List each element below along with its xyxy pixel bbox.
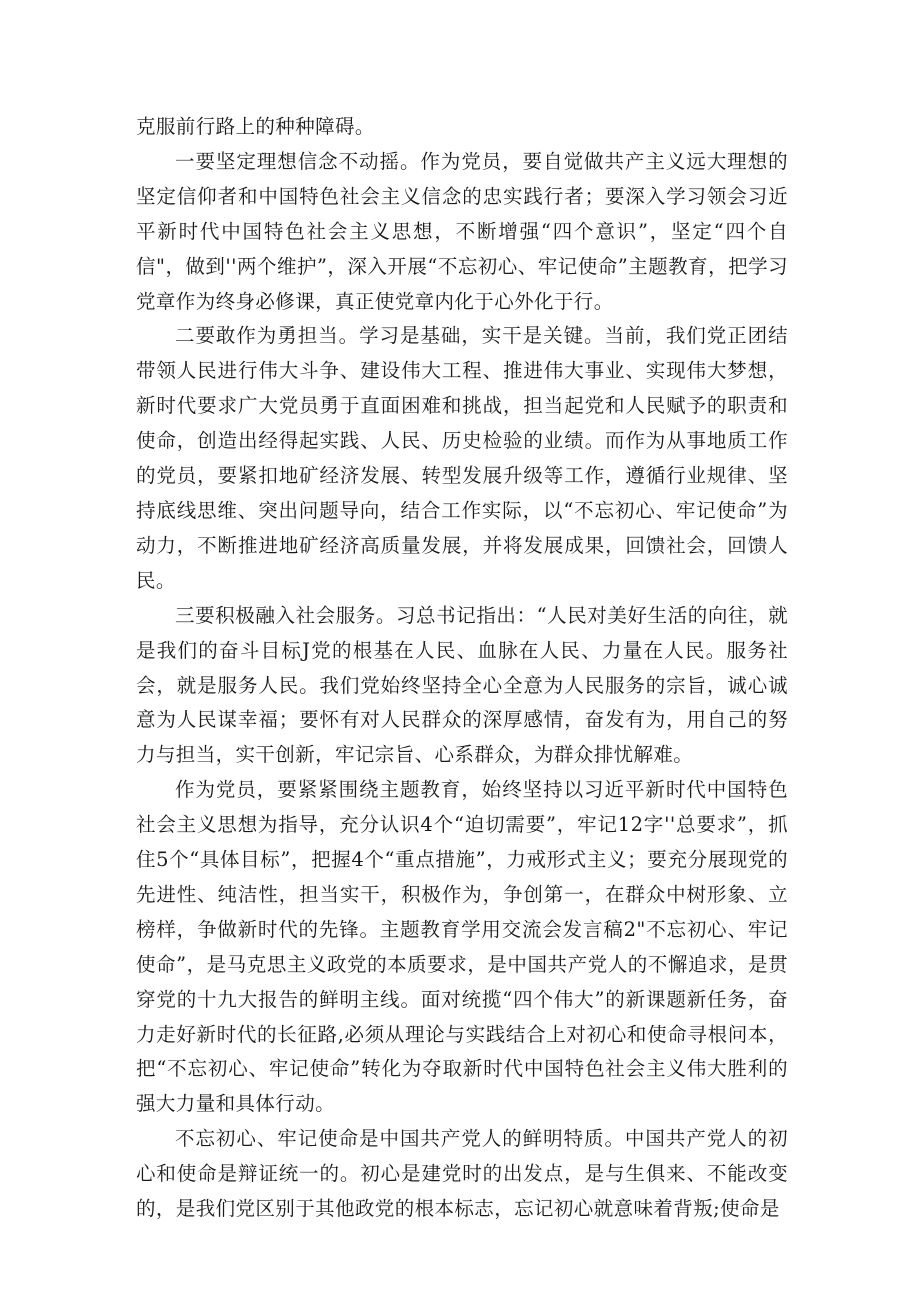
- paragraph-social-service: 三要积极融入社会服务。习总书记指出：“人民对美好生活的向往，就是我们的奋斗目标J党的根基在人民、血脉在人民、力量在人民。服务社会，就是服务人民。我们党始终坚持全心全意为人民服务的宗旨，诚心诚意为人民谋幸福；要怀有对人民群众的深厚感情，奋发有为，用自己的努力与担当，实干创新，牢记宗旨、心系群众，为群众排忧解难。: [136, 603, 788, 767]
- paragraph-ideals: 一要坚定理想信念不动摇。作为党员，要自觉做共产主义远大理想的坚定信仰者和中国特色社会主义信念的忠实践行者；要深入学习领会习近平新时代中国特色社会主义思想，不断增强“四个意识”，坚定“四个自信"，做到''两个维护”，深入开展“不忘初心、牢记使命”主题教育，把学习党章作为终身必修课，真正使党章内化于心外化于行。: [136, 149, 788, 313]
- paragraph-continuation: 克服前行路上的种种障碍。: [136, 115, 375, 138]
- paragraph-responsibility: 二要敢作为勇担当。学习是基础，实干是关键。当前，我们党正团结带领人民进行伟大斗争、建设伟大工程、推进伟大事业、实现伟大梦想，新时代要求广大党员勇于直面困难和挑战，担当起党和人民赋予的职责和使命，创造出经得起实践、人民、历史检验的业绩。而作为从事地质工作的党员，要紧扣地矿经济发展、转型发展升级等工作，遵循行业规律、坚持底线思维、突出问题导向，结合工作实际，以“不忘初心、牢记使命”为动力，不断推进地矿经济高质量发展，并将发展成果，回馈社会，回馈人民。: [136, 324, 788, 592]
- paragraph-party-member: 作为党员，要紧紧围绕主题教育，始终坚持以习近平新时代中国特色社会主义思想为指导，充分认识4个“迫切需要”，牢记12字''总要求”，抓住5个“具体目标”，把握4个“重点措施”，力戒形式主义；要充分展现党的先进性、纯洁性，担当实干，积极作为，争创第一，在群众中树形象、立榜样，争做新时代的先锋。主题教育学用交流会发言稿2"不忘初心、牢记使命”，是马克思主义政党的本质要求，是中国共产党人的不懈追求，是贯穿党的十九大报告的鲜明主线。面对统揽“四个伟大”的新课题新任务，奋力走好新时代的长征路,必须从理论与实践结合上对初心和使命寻根问本，把“不忘初心、牢记使命”转化为夺取新时代中国特色社会主义伟大胜利的强大力量和具体行动。: [136, 778, 788, 1116]
- paragraph-original-mission: 不忘初心、牢记使命是中国共产党人的鲜明特质。中国共产党人的初心和使命是辩证统一的。初心是建党时的出发点，是与生俱来、不能改变的，是我们党区别于其他政党的根本标志，忘记初心就意味着背叛;使命是: [136, 1127, 788, 1221]
- document-body: [136, 110, 788, 1227]
